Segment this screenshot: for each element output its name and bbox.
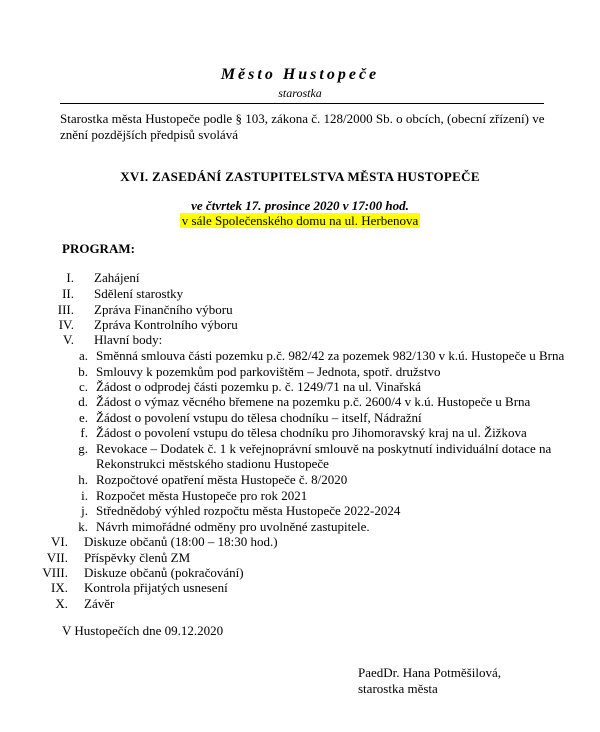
- program-subitem-text: Žádost o odprodej části pozemku p. č. 1249/71 na ul. Vinařská: [96, 379, 421, 394]
- program-item-number: IV.: [58, 317, 74, 332]
- program-subitem-letter: k.: [78, 519, 88, 534]
- program-subitem-letter: g.: [78, 441, 88, 456]
- header-subtitle: starostka: [278, 86, 322, 100]
- signature-name: PaedDr. Hana Potměšilová,: [358, 665, 501, 680]
- program-item-text: Příspěvky členů ZM: [84, 550, 191, 565]
- program-subitem-text: Žádost o výmaz věcného břemene na pozemku p.č. 2600/4 v k.ú. Hustopeče u Brna: [96, 394, 531, 409]
- program-item-text: Zahájení: [94, 270, 140, 285]
- header-title: Město Hustopeče: [220, 66, 380, 83]
- program-subitem-text: Rozpočet města Hustopeče pro rok 2021: [96, 488, 308, 503]
- program-subitem-letter: b.: [78, 364, 88, 379]
- program-subitem-letter: i.: [81, 488, 88, 503]
- program-item-number: III.: [57, 302, 74, 317]
- program-item-number: X.: [55, 596, 68, 611]
- program-item-text: Zpráva Kontrolního výboru: [94, 317, 238, 332]
- signature-role: starostka města: [358, 681, 438, 696]
- program-item-number: VIII.: [42, 565, 68, 580]
- program-subitem-text: Žádost o povolení vstupu do tělesa chodníku – itself, Nádražní: [96, 410, 422, 425]
- program-item-text: Hlavní body:: [94, 332, 163, 347]
- program-item-text: Kontrola přijatých usnesení: [84, 580, 228, 595]
- program-subitem-letter: f.: [80, 425, 88, 440]
- program-item-number: VI.: [51, 534, 68, 549]
- intro-paragraph: Starostka města Hustopeče podle § 103, zákona č. 128/2000 Sb. o obcích, (obecní zřízení) ve znění pozdějších předpisů svolává: [60, 111, 545, 142]
- program-item-text: Diskuze občanů (18:00 – 18:30 hod.): [84, 534, 278, 549]
- program-item-text: Diskuze občanů (pokračování): [84, 565, 244, 580]
- program-subitem-text: Rozpočtové opatření města Hustopeče č. 8/2020: [96, 472, 348, 487]
- meeting-place-wrap: [0, 213, 600, 229]
- program-subitem-text: Směnná smlouva části pozemku p.č. 982/42 za pozemek 982/130 v k.ú. Hustopeče u Brna: [96, 348, 565, 363]
- meeting-title: XVI. ZASEDÁNÍ ZASTUPITELSTVA MĚSTA HUSTOPEČE: [120, 169, 480, 184]
- program-subitem-text: Žádost o povolení vstupu do tělesa chodníku pro Jihomoravský kraj na ul. Žižkova: [96, 425, 527, 440]
- program-item-number: IX.: [51, 580, 68, 595]
- program-item-number: V.: [63, 332, 74, 347]
- program-subitem-text: Střednědobý výhled rozpočtu města Hustopeče 2022-2024: [96, 503, 401, 518]
- header-divider: [60, 103, 544, 104]
- program-subitem-letter: d.: [78, 394, 88, 409]
- program-subitem-text: Návrh mimořádné odměny pro uvolněné zastupitele.: [96, 519, 370, 534]
- place-and-date: V Hustopečích dne 09.12.2020: [62, 623, 224, 638]
- program-item-number: II.: [62, 286, 74, 301]
- program-subitem-text: Revokace – Dodatek č. 1 k veřejnoprávní smlouvě na poskytnutí individuální dotace na: [96, 441, 552, 456]
- program-heading: PROGRAM:: [62, 241, 135, 256]
- program-item-text: Sdělení starostky: [94, 286, 184, 301]
- program-subitem-letter: c.: [78, 379, 88, 394]
- program-item-text: Závěr: [84, 596, 115, 611]
- program-subitem-text: Smlouvy k pozemkům pod parkovištěm – Jednota, spotř. družstvo: [96, 364, 441, 379]
- program-subitem-letter: h.: [78, 472, 88, 487]
- program-subitem-letter: a.: [78, 348, 88, 363]
- program-item-number: I.: [66, 270, 74, 285]
- program-item-text: Zpráva Finančního výboru: [94, 302, 233, 317]
- program-subitem-letter: e.: [78, 410, 88, 425]
- meeting-place: v sále Společenského domu na ul. Herbenova: [181, 213, 419, 228]
- program-subitem-text-continued: Rekonstrukci městského stadionu Hustopeče: [96, 456, 329, 471]
- program-item-number: VII.: [46, 550, 68, 565]
- meeting-date: ve čtvrtek 17. prosince 2020 v 17:00 hod.: [191, 198, 409, 213]
- program-subitem-letter: j.: [81, 503, 88, 518]
